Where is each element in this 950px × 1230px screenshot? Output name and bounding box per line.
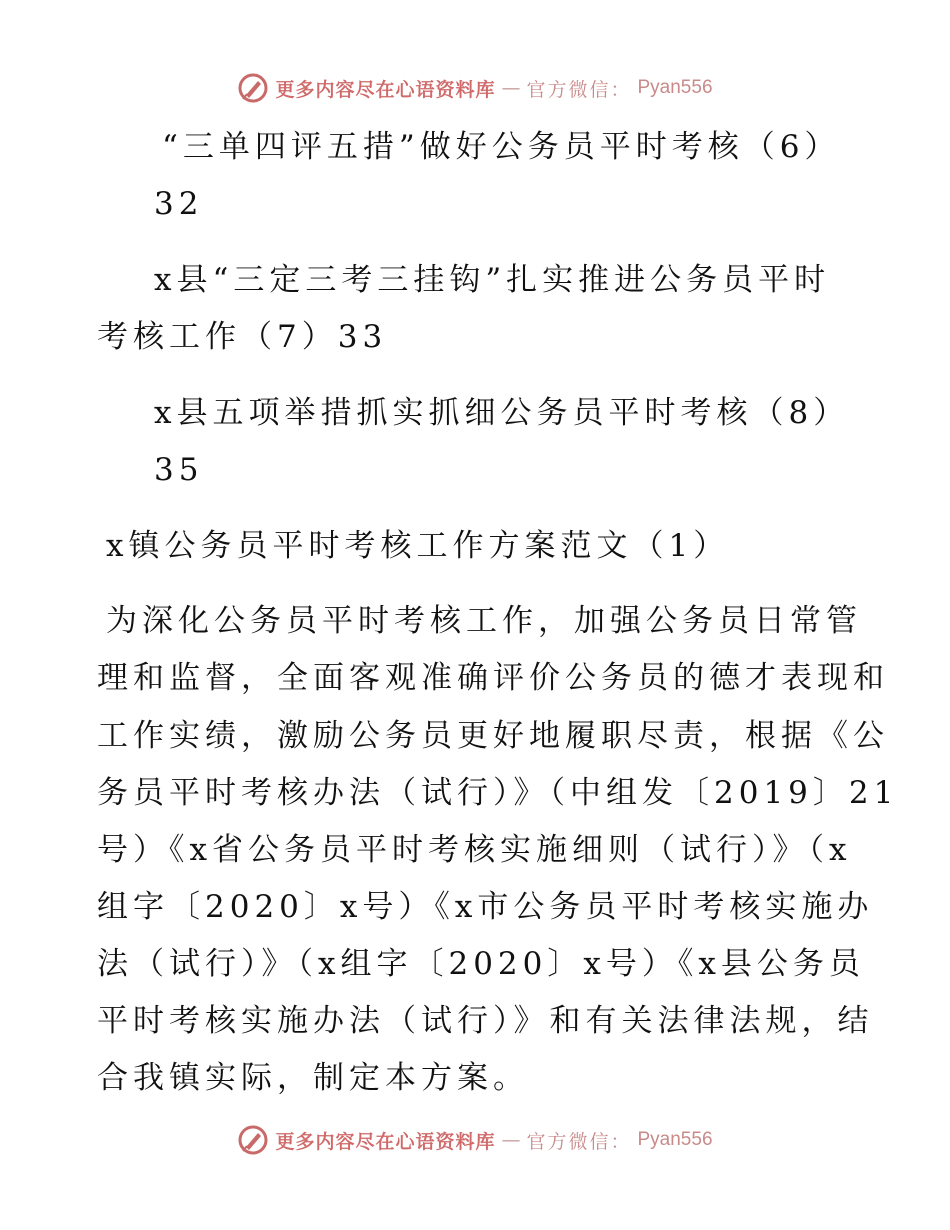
watermark-wechat-id: Pyan556 — [637, 1129, 713, 1150]
toc-item-7-line2: 考核工作（7）33 — [97, 319, 388, 355]
footer-watermark — [0, 1124, 950, 1156]
paragraph-line: 务员平时考核办法（试行）》（中组发〔2019〕21 — [97, 775, 899, 811]
paragraph-line: 组字〔2020〕x号）《x市公务员平时考核实施办 — [97, 889, 874, 925]
paragraph-line: 理和监督，全面客观准确评价公务员的德才表现和 — [97, 660, 889, 696]
pen-logo-icon — [237, 72, 269, 104]
paragraph-line: 合我镇实际，制定本方案。 — [97, 1060, 529, 1096]
paragraph-line: 工作实绩，激励公务员更好地履职尽责，根据《公 — [97, 718, 889, 754]
toc-item-6-page: 32 — [154, 186, 204, 222]
watermark-sub-text: 官方微信： — [526, 78, 632, 101]
pen-logo-icon — [237, 1124, 269, 1156]
toc-item-8-title: x县五项举措抓实抓细公务员平时考核（8） — [154, 395, 850, 431]
toc-item-8-page: 35 — [154, 452, 204, 488]
section-heading: x镇公务员平时考核工作方案范文（1） — [106, 528, 730, 564]
toc-item-6-title: “三单四评五措”做好公务员平时考核（6） — [162, 129, 841, 165]
watermark-main-text: 更多内容尽在心语资料库 — [275, 78, 496, 101]
paragraph-line: 平时考核实施办法（试行）》和有关法律法规，结 — [97, 1003, 874, 1039]
header-watermark — [0, 72, 950, 104]
watermark-dash: — — [501, 1129, 521, 1151]
toc-item-7-line1: x县“三定三考三挂钩”扎实推进公务员平时 — [154, 262, 831, 298]
watermark-main-text: 更多内容尽在心语资料库 — [275, 1130, 496, 1153]
paragraph-line: 为深化公务员平时考核工作，加强公务员日常管 — [106, 603, 862, 639]
paragraph-line: 法（试行）》（x组字〔2020〕x号）《x县公务员 — [97, 946, 865, 982]
paragraph-line: 号）《x省公务员平时考核实施细则（试行）》（x — [97, 832, 852, 868]
watermark-dash: — — [501, 77, 521, 99]
watermark-wechat-id: Pyan556 — [637, 77, 713, 98]
watermark-sub-text: 官方微信： — [526, 1130, 632, 1153]
